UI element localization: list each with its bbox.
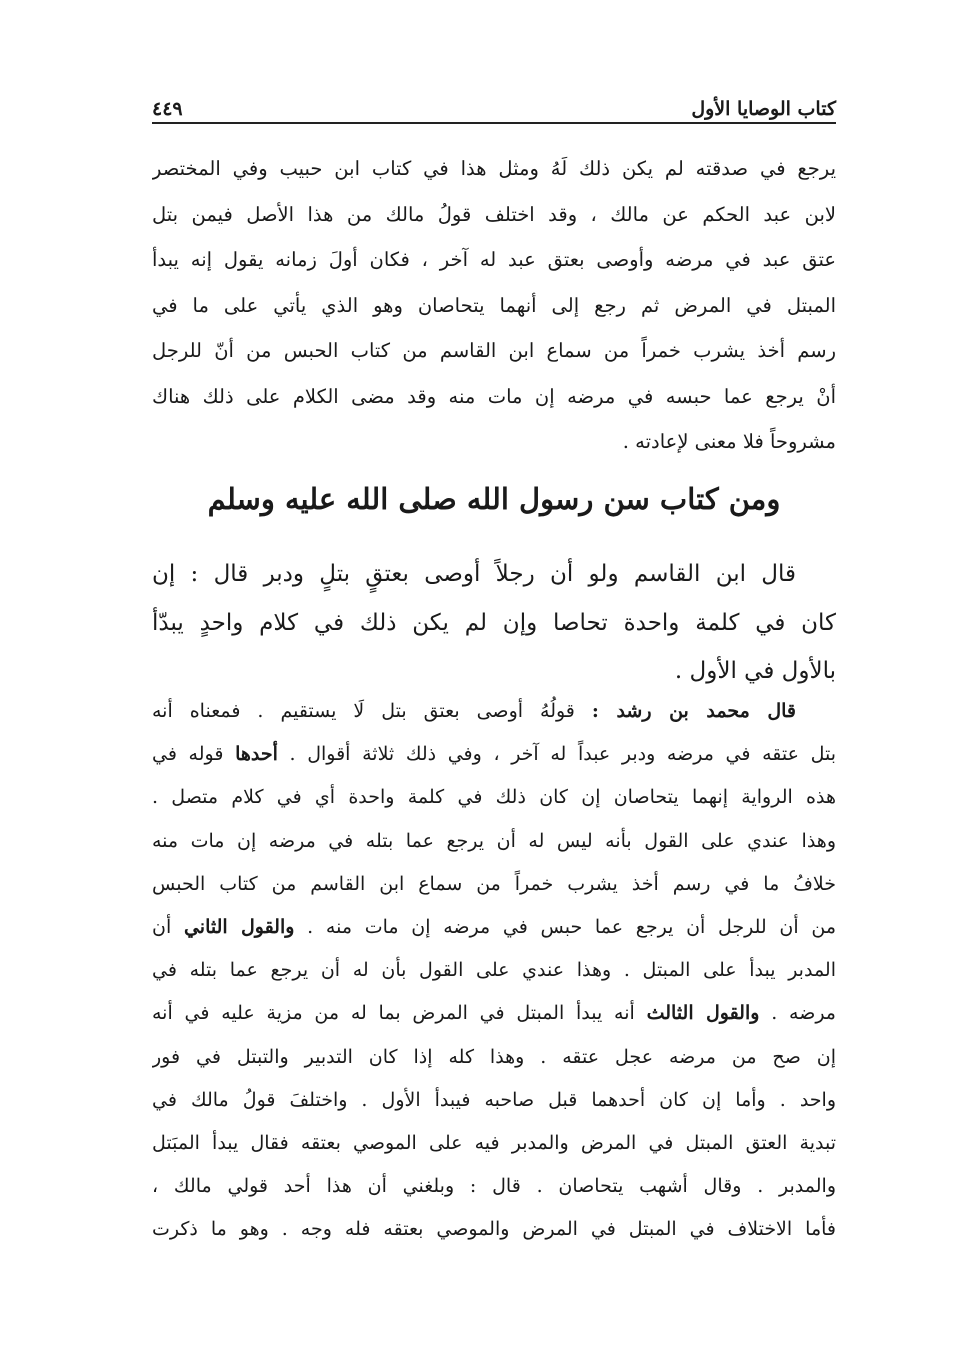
commentary xyxy=(152,690,836,1252)
text-line: عتق عبد في مرضه وأوصى بعتق عبد له آخر ، فكان أولَ زمانه يقول إنه يبدأ xyxy=(152,248,836,271)
text-line: لابن عبد الحكم عن مالك ، وقد اختلف قولُ مالك من هذا الأصل فيمن بتل xyxy=(152,202,836,226)
text-line: بالأول في الأول . xyxy=(674,658,836,684)
opinion-label: والقول الثالث xyxy=(646,1002,760,1025)
chapter-title: كتاب الوصايا الأول xyxy=(691,98,836,120)
text-line: خلافُ ما في رسم أخذ يشرب خمراً من سماع ابن القاسم من كتاب الحبس xyxy=(152,872,836,895)
paragraph-continued xyxy=(152,146,836,465)
text-line: مشروحاً فلا معنى لإعادته . xyxy=(622,430,836,453)
section-heading: ومن كتاب سن رسول الله صلى الله عليه وسلم xyxy=(207,482,781,516)
header-rule xyxy=(152,122,836,124)
text-line: وهذا عندي على القول بأنه ليس له أن يرجع عما بتله في مرضه إن مات منه xyxy=(152,829,836,852)
text-line: أنْ يرجع عما حبسه في مرضه إن مات منه وقد مضى الكلام على ذلك هناك xyxy=(152,384,836,408)
text-line: والمدبر . وقال أشهب يتحاصان . قال : وبلغني أن هذا أحد قولي مالك ، xyxy=(152,1175,836,1198)
text-line: بتل عتقه في مرضه ودبر عبداً له آخر ، وفي ذلك ثلاثة أقوال . أحدها قوله في xyxy=(152,743,836,766)
text-line: المدبر يبدأ على المبتل . وهذا عندي على القول بأن له أن يرجع عما بتله في xyxy=(152,959,836,982)
opinion-label: أحدها xyxy=(235,743,278,766)
opinion-label: والقول الثاني xyxy=(183,916,295,939)
text-line: مرضه . والقول الثالث أنه يبدأ المبتل في المرض بما له من مزية عليه في أنه xyxy=(152,1002,836,1025)
quoted-ruling xyxy=(152,550,836,696)
text-line: هذه الرواية إنهما يتحاصان إن كان ذلك في كلمة واحدة أي في كلام متصل . xyxy=(152,786,836,809)
text-line: فأما الاختلاف في المبتل في المرض والموصي بعتقه فله وجه . وهو ما ذكرت xyxy=(152,1218,836,1241)
text-line: المبتل في المرض ثم رجع إلى أنهما يتحاصان وهو الذي يأتي على ما في xyxy=(152,293,836,317)
text-line: كان في كلمة واحدة تحاصا وإن لم يكن ذلك في كلام واحدٍ يبدّأ xyxy=(152,609,836,636)
text-line: من أن للرجل أن يرجع عما حبس في مرضه إن مات منه . والقول الثاني أن xyxy=(152,916,836,939)
running-head xyxy=(152,80,836,120)
speaker-label: قال محمد بن رشد : xyxy=(591,700,797,722)
text-line: قال محمد بن رشد : قولُهُ أوصى بعتق بتل لَا يستقيم . فمعناه أنه xyxy=(152,700,797,722)
text-line: إن صح من مرضه عجل عتقه . وهذا كله إذا كان التدبير والتبتل في فور xyxy=(152,1045,836,1068)
text-line: واحد . وأما إن كان أحدهما قبل صاحبه فيبدأ الأول . واختلفَ قولُ مالك في xyxy=(152,1088,836,1111)
text-line: قال ابن القاسم ولو أن رجلاً أوصى بعتقٍ بتلٍ ودبر قال : إن xyxy=(152,561,796,587)
text-line: رسم أخذ يشرب خمراً من سماع ابن القاسم من كتاب الحبس من أنّ للرجل xyxy=(152,339,836,362)
text-line: يرجع في صدقته لم يكن ذلك لَهُ ومثل هذا في كتاب ابن حبيب وفي المختصر xyxy=(152,157,836,180)
text-line: تبدية العتق المبتل في المرض والمدبر فيه على الموصي بعتقه فقال يبدأ المبَتل xyxy=(152,1132,836,1155)
page-number: ٤٤٩ xyxy=(152,98,183,120)
